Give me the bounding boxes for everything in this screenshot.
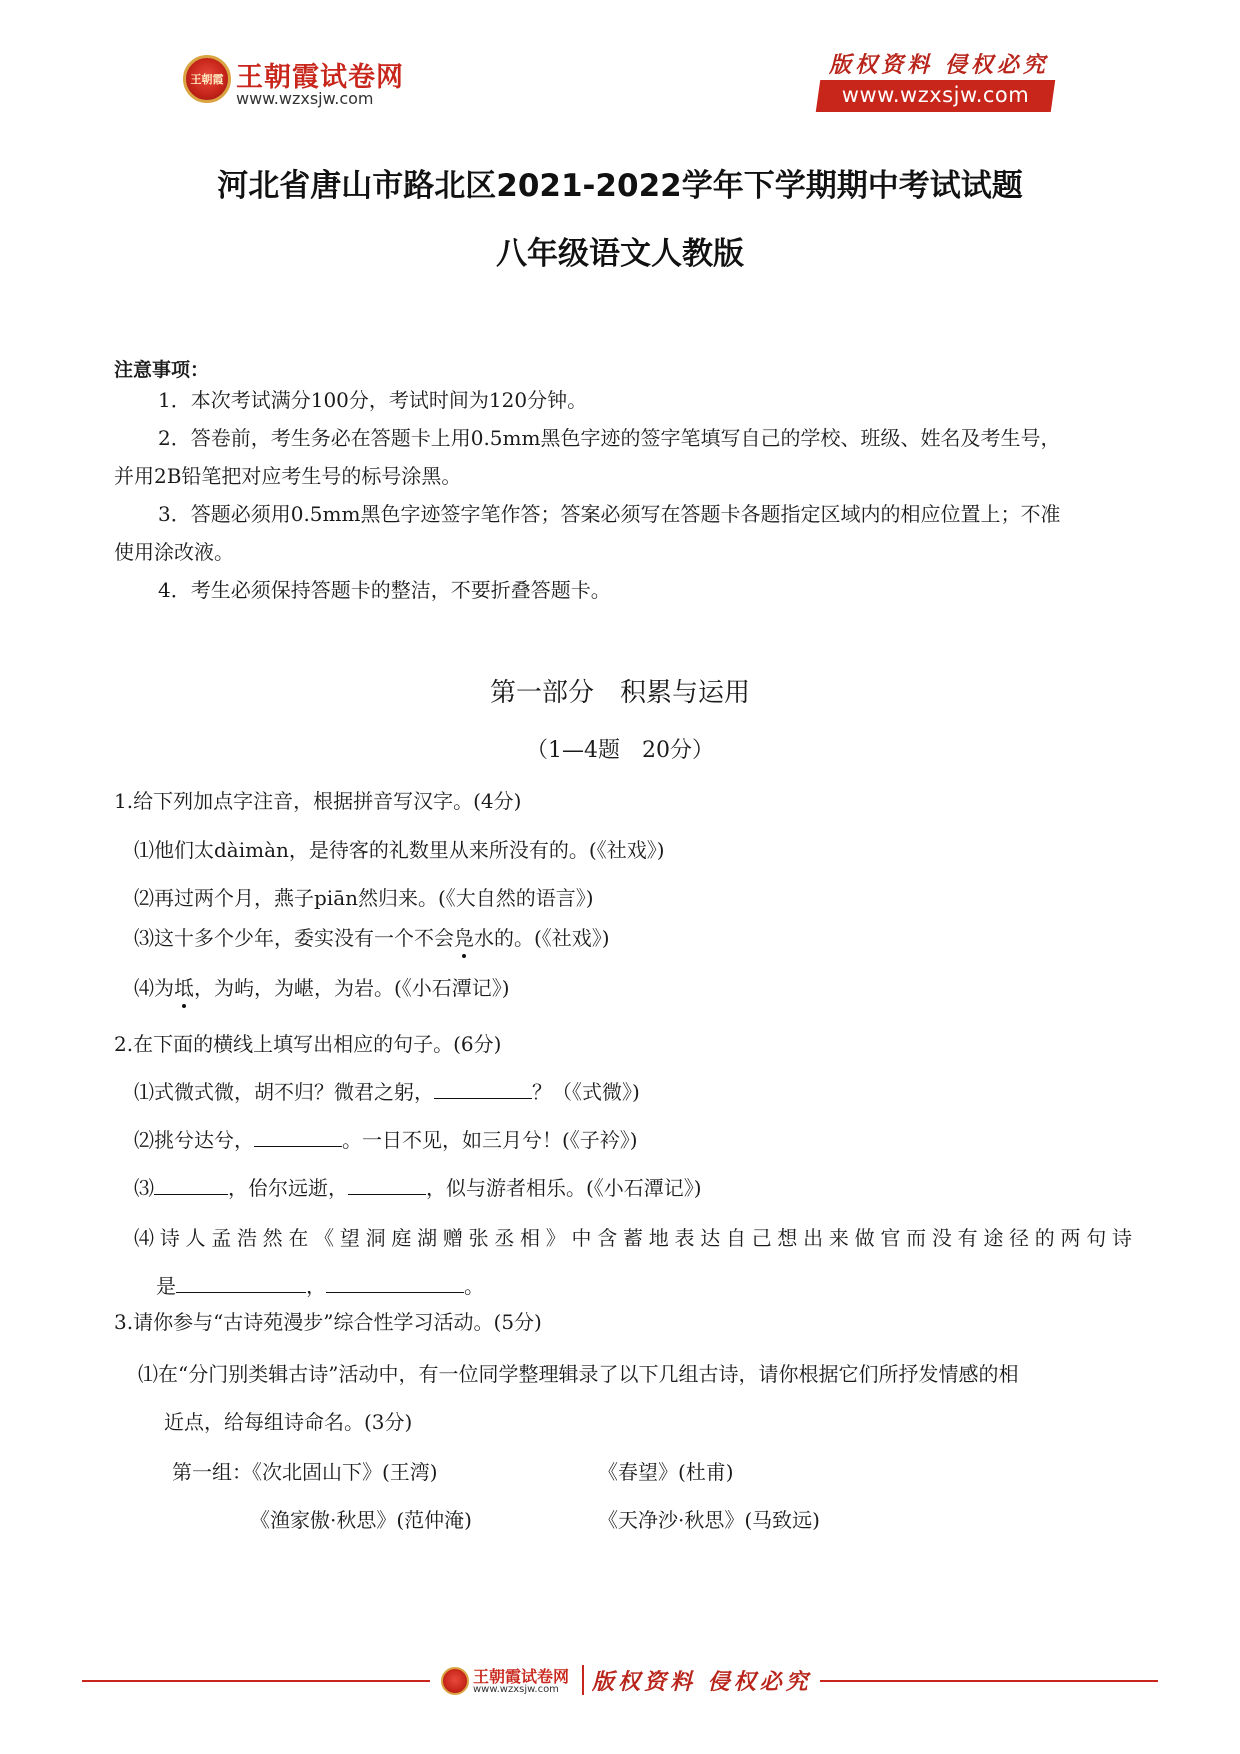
notice-item-2b: 并用2B铅笔把对应考生号的标号涂黑。 [114,464,462,488]
q2-s2-pre: ⑵挑兮达兮， [134,1128,254,1152]
question-1-sub-2: ⑵再过两个月，燕子piān然归来。(《大自然的语言》) [134,886,594,910]
q2-s4-pre: 是 [156,1274,176,1298]
question-2-sub-2 [134,1124,638,1153]
q1-s4-post: ，为屿，为嵁，为岩。(《小石潭记》) [194,976,510,1000]
poem-title: 《春望》(杜甫) [598,1460,734,1484]
q1-s3-pre: ⑶这十多个少年，委实没有一个不会 [134,926,454,950]
question-3-part-1-line-2: 近点，给每组诗命名。(3分) [164,1410,413,1434]
footer-logo-seal-icon [441,1667,469,1695]
dotted-char: 凫 [454,922,474,951]
question-2-sub-4-line-1: ⑷诗人孟浩然在《望洞庭湖赠张丞相》中含蓄地表达自己想出来做官而没有途径的两句诗 [134,1226,1132,1250]
q1-s4-pre: ⑷为 [134,976,174,1000]
poem-group-1 [172,1456,438,1485]
q2-s2-post: 。一日不见，如三月兮！(《子衿》) [342,1128,638,1152]
dotted-char: 坻 [174,972,194,1001]
page-title: 河北省唐山市路北区2021-2022学年下学期期中考试试题 [217,168,1023,204]
footer-rule-right [820,1680,1158,1682]
notice-list [114,381,1134,609]
question-2-stem: 2.在下面的横线上填写出相应的句子。(6分) [114,1032,502,1056]
section-subheading: （1—4题 20分） [526,738,714,763]
question-1-sub-3 [134,922,610,951]
section-heading: 第一部分 积累与运用 [489,678,750,708]
q2-s3-b: ，佁尔远逝， [228,1176,348,1200]
logo-name: 王朝霞试卷网 [236,62,404,93]
notice-item-4: 4．考生必须保持答题卡的整洁，不要折叠答题卡。 [158,578,611,602]
poem-title: 《天净沙·秋思》(马致远) [598,1508,820,1532]
question-1-sub-1: ⑴他们太dàimàn，是待客的礼数里从来所没有的。(《社戏》) [134,838,665,862]
page-subtitle: 八年级语文人教版 [496,236,744,272]
q1-s3-post: 水的。(《社戏》) [474,926,610,950]
poem-title: 《次北固山下》(王湾) [252,1460,438,1484]
question-3-part-1-line-1: ⑴在“分门别类辑古诗”活动中，有一位同学整理辑录了以下几组古诗，请你根据它们所抒发情感的相 [138,1362,1019,1386]
logo-url: www.wzxsjw.com [236,89,374,108]
footer-copyright: 版权资料 侵权必究 [592,1669,812,1695]
question-2-sub-4-line-2 [156,1270,484,1299]
notice-item-2a: 2．答卷前，考生务必在答题卡上用0.5mm黑色字迹的签字笔填写自己的学校、班级、姓名及考生号， [158,426,1061,450]
q2-s3-c: ，似与游者相乐。(《小石潭记》) [426,1176,702,1200]
question-2-sub-3 [134,1172,702,1201]
footer-rule-left [82,1680,430,1682]
header-url: www.wzxsjw.com [841,83,1030,107]
poem-title: 《渔家傲·秋思》(范仲淹) [250,1508,472,1532]
answer-blank[interactable] [434,1078,532,1099]
notice-item-1: 1．本次考试满分100分，考试时间为120分钟。 [158,388,588,412]
answer-blank[interactable] [326,1272,464,1293]
q2-s3-a: ⑶ [134,1176,154,1200]
notice-item-3b: 使用涂改液。 [114,540,234,564]
q2-s1-pre: ⑴式微式微，胡不归？微君之躬， [134,1080,434,1104]
footer-divider [582,1665,584,1695]
footer-logo-url: www.wzxsjw.com [473,1684,559,1695]
header-copyright: 版权资料 侵权必究 [829,52,1049,78]
q2-s1-post: ？（《式微》) [532,1080,640,1104]
footer-logo-name: 王朝霞试卷网 [473,1667,570,1686]
notice-heading: 注意事项： [114,359,210,381]
q2-s4-post: 。 [464,1274,484,1298]
question-1-sub-4 [134,972,510,1001]
question-2-sub-1 [134,1076,640,1105]
group-label: 第一组： [172,1460,252,1484]
q2-s4-mid: ， [306,1274,326,1298]
answer-blank[interactable] [254,1126,342,1147]
notice-item-3a: 3．答题必须用0.5mm黑色字迹签字笔作答；答案必须写在答题卡各题指定区域内的相应位置上；不准 [158,502,1061,526]
logo-seal-icon: 王朝霞 [183,55,231,103]
answer-blank[interactable] [154,1174,228,1195]
question-1-stem: 1.给下列加点字注音，根据拼音写汉字。(4分) [114,789,522,813]
answer-blank[interactable] [348,1174,426,1195]
question-3-stem: 3.请你参与“古诗苑漫步”综合性学习活动。(5分) [114,1310,542,1334]
answer-blank[interactable] [176,1272,306,1293]
